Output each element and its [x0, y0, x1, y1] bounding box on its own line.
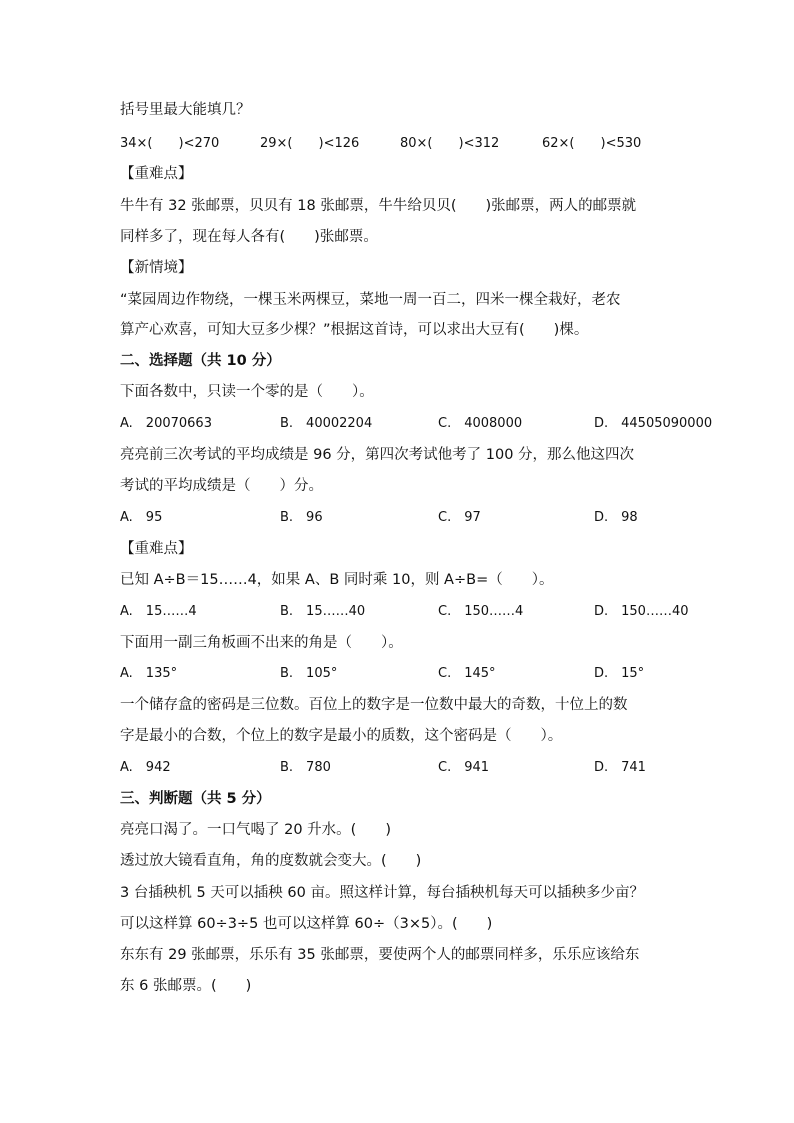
fill-item: 80×( )<312 — [400, 136, 500, 151]
stamps-question-line1: 牛牛有 32 张邮票，贝贝有 18 张邮票，牛牛给贝贝( )张邮票，两人的邮票就 — [120, 198, 637, 214]
fill-item: 29×( )<126 — [260, 136, 360, 151]
option-a: A. 20070663 — [120, 416, 212, 431]
tag-difficult: 【重难点】 — [120, 541, 193, 557]
mc3-question: 已知 A÷B＝15……4，如果 A、B 同时乘 10，则 A÷B=（ ）。 — [120, 572, 554, 588]
mc2-options — [120, 508, 680, 528]
option-c: C. 145° — [438, 666, 496, 681]
fill-question-items — [120, 134, 680, 154]
tag-difficult: 【重难点】 — [120, 166, 193, 182]
option-b: B. 105° — [280, 666, 338, 681]
fill-item: 34×( )<270 — [120, 136, 220, 151]
option-c: C. 941 — [438, 760, 490, 775]
option-c: C. 4008000 — [438, 416, 523, 431]
option-a: A. 15……4 — [120, 604, 197, 619]
option-a: A. 95 — [120, 510, 163, 525]
option-a: A. 135° — [120, 666, 178, 681]
option-b: B. 780 — [280, 760, 331, 775]
tf3-question-line1: 3 台插秧机 5 天可以插秧 60 亩。照这样计算，每台插秧机每天可以插秧多少亩？ — [120, 885, 644, 901]
section-title-choice: 二、选择题（共 10 分） — [120, 353, 281, 369]
fill-question-title: 括号里最大能填几？ — [120, 102, 251, 118]
mc1-question: 下面各数中，只读一个零的是（ ）。 — [120, 384, 374, 400]
mc5-options — [120, 758, 680, 778]
tf1-question: 亮亮口渴了。一口气喝了 20 升水。( ) — [120, 822, 391, 838]
mc2-question-line1: 亮亮前三次考试的平均成绩是 96 分，第四次考试他考了 100 分，那么他这四次 — [120, 447, 635, 463]
fill-item: 62×( )<530 — [542, 136, 642, 151]
option-b: B. 40002204 — [280, 416, 373, 431]
mc3-options — [120, 602, 689, 622]
option-d: D. 44505090000 — [594, 416, 713, 431]
mc4-question: 下面用一副三角板画不出来的角是（ ）。 — [120, 635, 403, 651]
option-c: C. 150……4 — [438, 604, 524, 619]
option-d: D. 741 — [594, 760, 646, 775]
option-b: B. 15……40 — [280, 604, 366, 619]
mc1-options — [120, 414, 713, 434]
tf4-question-line2: 东 6 张邮票。( ) — [120, 978, 252, 994]
option-d: D. 150……40 — [594, 604, 689, 619]
stamps-question-line2: 同样多了，现在每人各有( )张邮票。 — [120, 229, 378, 245]
poem-question-line1: “菜园周边作物绕，一棵玉米两棵豆，菜地一周一百二，四米一棵全栽好，老农 — [120, 292, 621, 308]
option-c: C. 97 — [438, 510, 481, 525]
option-d: D. 15° — [594, 666, 645, 681]
tag-new-context: 【新情境】 — [120, 260, 193, 276]
tf3-question-line2: 可以这样算 60÷3÷5 也可以这样算 60÷（3×5）。( ) — [120, 916, 493, 932]
option-b: B. 96 — [280, 510, 323, 525]
section-title-judge: 三、判断题（共 5 分） — [120, 791, 271, 807]
poem-question-line2: 算产心欢喜，可知大豆多少棵？”根据这首诗，可以求出大豆有( )棵。 — [120, 322, 589, 338]
mc2-question-line2: 考试的平均成绩是（ ）分。 — [120, 478, 323, 494]
mc5-question-line2: 字是最小的合数，个位上的数字是最小的质数，这个密码是（ ）。 — [120, 728, 563, 744]
option-a: A. 942 — [120, 760, 171, 775]
mc4-options — [120, 664, 680, 684]
tf2-question: 透过放大镜看直角，角的度数就会变大。( ) — [120, 853, 422, 869]
mc5-question-line1: 一个储存盒的密码是三位数。百位上的数字是一位数中最大的奇数，十位上的数 — [120, 697, 628, 713]
option-d: D. 98 — [594, 510, 638, 525]
tf4-question-line1: 东东有 29 张邮票，乐乐有 35 张邮票，要使两个人的邮票同样多，乐乐应该给东 — [120, 947, 640, 963]
